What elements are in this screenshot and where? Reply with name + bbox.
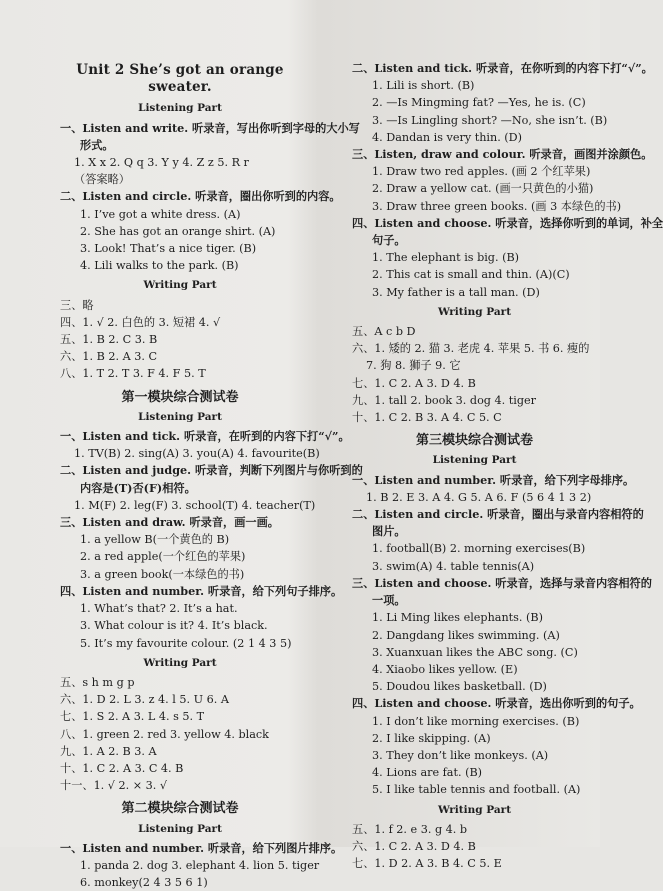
answer-line: 五、s h m g p <box>60 675 135 689</box>
answer-line: 八、1. green 2. red 3. yellow 4. black <box>60 727 269 741</box>
answer-line: 十一、1. √ 2. × 3. √ <box>60 779 167 793</box>
question-heading-cont: 形式。 <box>80 137 114 152</box>
answer-line: 九、1. A 2. B 3. A <box>60 744 157 758</box>
answer-line: 2. —Is Mingming fat? —Yes, he is. (C) <box>372 96 586 110</box>
answer-line: 3. Xuanxuan likes the ABC song. (C) <box>372 645 578 659</box>
answer-line: 十、1. C 2. B 3. A 4. C 5. C <box>352 411 502 425</box>
answer-line: 八、1. T 2. T 3. F 4. F 5. T <box>60 367 206 381</box>
question-heading: 二、Listen and tick. 听录音，在你听到的内容下打“√”。 <box>352 61 653 75</box>
answer-line: 5. It’s my favourite colour. (2 1 4 3 5) <box>80 636 292 650</box>
answer-line: 五、A c b D <box>352 325 416 339</box>
answer-line: 五、1. f 2. e 3. g 4. b <box>352 822 468 836</box>
question-heading: 一、Listen and number. 听录音，给下列图片排序。 <box>60 840 343 855</box>
test1-title: 第一模块综合测试卷 <box>121 389 239 405</box>
answer-line: 2. I like skipping. (A) <box>372 731 491 745</box>
writing-part-heading: Writing Part <box>143 656 217 669</box>
answer-line: 1. I don’t like morning exercises. (B) <box>372 714 580 728</box>
listening-part-heading: Listening Part <box>138 102 222 115</box>
question-heading: 四、Listen and choose. 听录音，选择你听到的单词，补全 <box>352 215 663 230</box>
question-heading: 四、Listen and choose. 听录音，选出你听到的句子。 <box>352 696 641 711</box>
answer-line: 1. a yellow B(一个黄色的 B) <box>80 533 230 547</box>
answer-line: 2. She has got an orange shirt. (A) <box>80 224 276 238</box>
answer-line: 1. M(F) 2. leg(F) 3. school(T) 4. teacher(T) <box>74 498 316 512</box>
right-column <box>352 60 663 872</box>
question-heading: 一、Listen and write. 听录音，写出你听到字母的大小写 <box>60 120 360 135</box>
answer-line: 5. I like table tennis and football. (A) <box>372 783 581 797</box>
answer-line: 4. Lions are fat. (B) <box>372 766 483 780</box>
question-heading-cont: 句子。 <box>372 233 406 248</box>
answer-line: 3. Look! That’s a nice tiger. (B) <box>80 242 257 256</box>
answer-line: 六、1. 矮的 2. 猫 3. 老虎 4. 苹果 5. 书 6. 瘦的 <box>352 342 590 356</box>
answer-line: 3. swim(A) 4. table tennis(A) <box>372 559 535 573</box>
answer-line: 三、略 <box>60 298 94 312</box>
question-heading: 一、Listen and number. 听录音，给下列字母排序。 <box>352 472 635 487</box>
question-heading: 一、Listen and tick. 听录音，在听到的内容下打“√”。 <box>60 429 350 444</box>
answer-line: 3. a green book(一本绿色的书) <box>80 567 245 581</box>
answer-line: 4. Lili walks to the park. (B) <box>80 259 239 273</box>
answer-line: 5. Doudou likes basketball. (D) <box>372 680 547 694</box>
answer-line: 七、1. C 2. A 3. D 4. B <box>352 376 476 390</box>
answer-line: 1. TV(B) 2. sing(A) 3. you(A) 4. favourite(B) <box>74 447 320 461</box>
answer-line: 3. Draw three green books. (画 3 本绿色的书) <box>372 199 622 213</box>
writing-part-heading: Writing Part <box>143 279 217 292</box>
unit-title: Unit 2 She’s got an orange sweater. <box>76 62 284 96</box>
answer-line: 1. What’s that? 2. It’s a hat. <box>80 602 238 616</box>
question-heading-cont: 内容是(T)否(F)相符。 <box>80 480 196 495</box>
answer-line: 7. 狗 8. 狮子 9. 它 <box>366 359 461 373</box>
answer-line: 3. They don’t like monkeys. (A) <box>372 748 549 762</box>
writing-part-heading: Writing Part <box>437 803 512 816</box>
question-heading: 四、Listen and number. 听录音，给下列句子排序。 <box>60 583 343 598</box>
listening-part-heading: Listening Part <box>138 410 222 423</box>
answer-line: 1. The elephant is big. (B) <box>372 251 520 265</box>
answer-line: 1. X x 2. Q q 3. Y y 4. Z z 5. R r <box>74 156 249 170</box>
answer-line: 3. My father is a tall man. (D) <box>372 285 540 299</box>
answer-line: 6. monkey(2 4 3 5 6 1) <box>80 876 208 890</box>
answer-line: 六、1. B 2. A 3. C <box>60 350 158 364</box>
answer-line: 1. Draw two red apples. (画 2 个红苹果) <box>372 165 591 179</box>
answer-line: 2. Dangdang likes swimming. (A) <box>372 628 560 642</box>
answer-line: 2. This cat is small and thin. (A)(C) <box>372 268 570 282</box>
answer-line: 六、1. D 2. L 3. z 4. l 5. U 6. A <box>60 693 229 707</box>
answer-line: 五、1. B 2. C 3. B <box>60 333 158 347</box>
answer-line: 1. B 2. E 3. A 4. G 5. A 6. F (5 6 4 1 3 2) <box>366 490 592 504</box>
question-heading: 三、Listen and draw. 听录音，画一画。 <box>60 515 279 530</box>
answer-line: 1. Li Ming likes elephants. (B) <box>372 611 543 625</box>
question-heading: 二、Listen and judge. 听录音，判断下列图片与你听到的 <box>60 463 363 478</box>
answer-note: （答案略） <box>74 173 130 187</box>
answer-line: 1. Lili is short. (B) <box>372 79 475 93</box>
answer-line: 七、1. S 2. A 3. L 4. s 5. T <box>60 710 205 724</box>
answer-line: 六、1. C 2. A 3. D 4. B <box>352 839 476 853</box>
answer-line: 1. panda 2. dog 3. elephant 4. lion 5. tiger <box>80 858 320 872</box>
answer-line: 十、1. C 2. A 3. C 4. B <box>60 761 184 775</box>
test3-title: 第三模块综合测试卷 <box>415 433 533 449</box>
listening-part-heading: Listening Part <box>432 454 517 467</box>
answer-line: 3. —Is Lingling short? —No, she isn’t. (B) <box>372 113 608 127</box>
question-heading: 三、Listen, draw and colour. 听录音，画图并涂颜色。 <box>352 147 653 162</box>
answer-line: 四、1. √ 2. 白色的 3. 短裙 4. √ <box>60 315 221 329</box>
listening-part-heading: Listening Part <box>138 822 222 835</box>
answer-line: 九、1. tall 2. book 3. dog 4. tiger <box>352 393 536 407</box>
writing-part-heading: Writing Part <box>437 305 512 318</box>
question-heading: 二、Listen and circle. 听录音，圈出与录音内容相符的 <box>352 507 644 522</box>
answer-line: 1. football(B) 2. morning exercises(B) <box>372 542 586 556</box>
question-heading: 二、Listen and circle. 听录音，圈出你听到的内容。 <box>60 189 341 204</box>
question-heading-cont: 图片。 <box>372 524 406 539</box>
question-heading: 三、Listen and choose. 听录音，选择与录音内容相符的 <box>352 575 652 590</box>
answer-line: 七、1. D 2. A 3. B 4. C 5. E <box>352 857 502 871</box>
answer-line: 2. Draw a yellow cat. (画一只黄色的小猫) <box>372 182 594 196</box>
answer-line: 3. What colour is it? 4. It’s black. <box>80 619 268 633</box>
test2-title: 第二模块综合测试卷 <box>121 801 239 817</box>
answer-line: 4. Dandan is very thin. (D) <box>372 130 523 144</box>
answer-line: 4. Xiaobo likes yellow. (E) <box>372 662 518 676</box>
answer-line: 1. I’ve got a white dress. (A) <box>80 207 241 221</box>
left-column <box>60 62 363 891</box>
question-heading-cont: 一项。 <box>372 593 406 608</box>
answer-line: 2. a red apple(一个红色的苹果) <box>80 550 246 564</box>
